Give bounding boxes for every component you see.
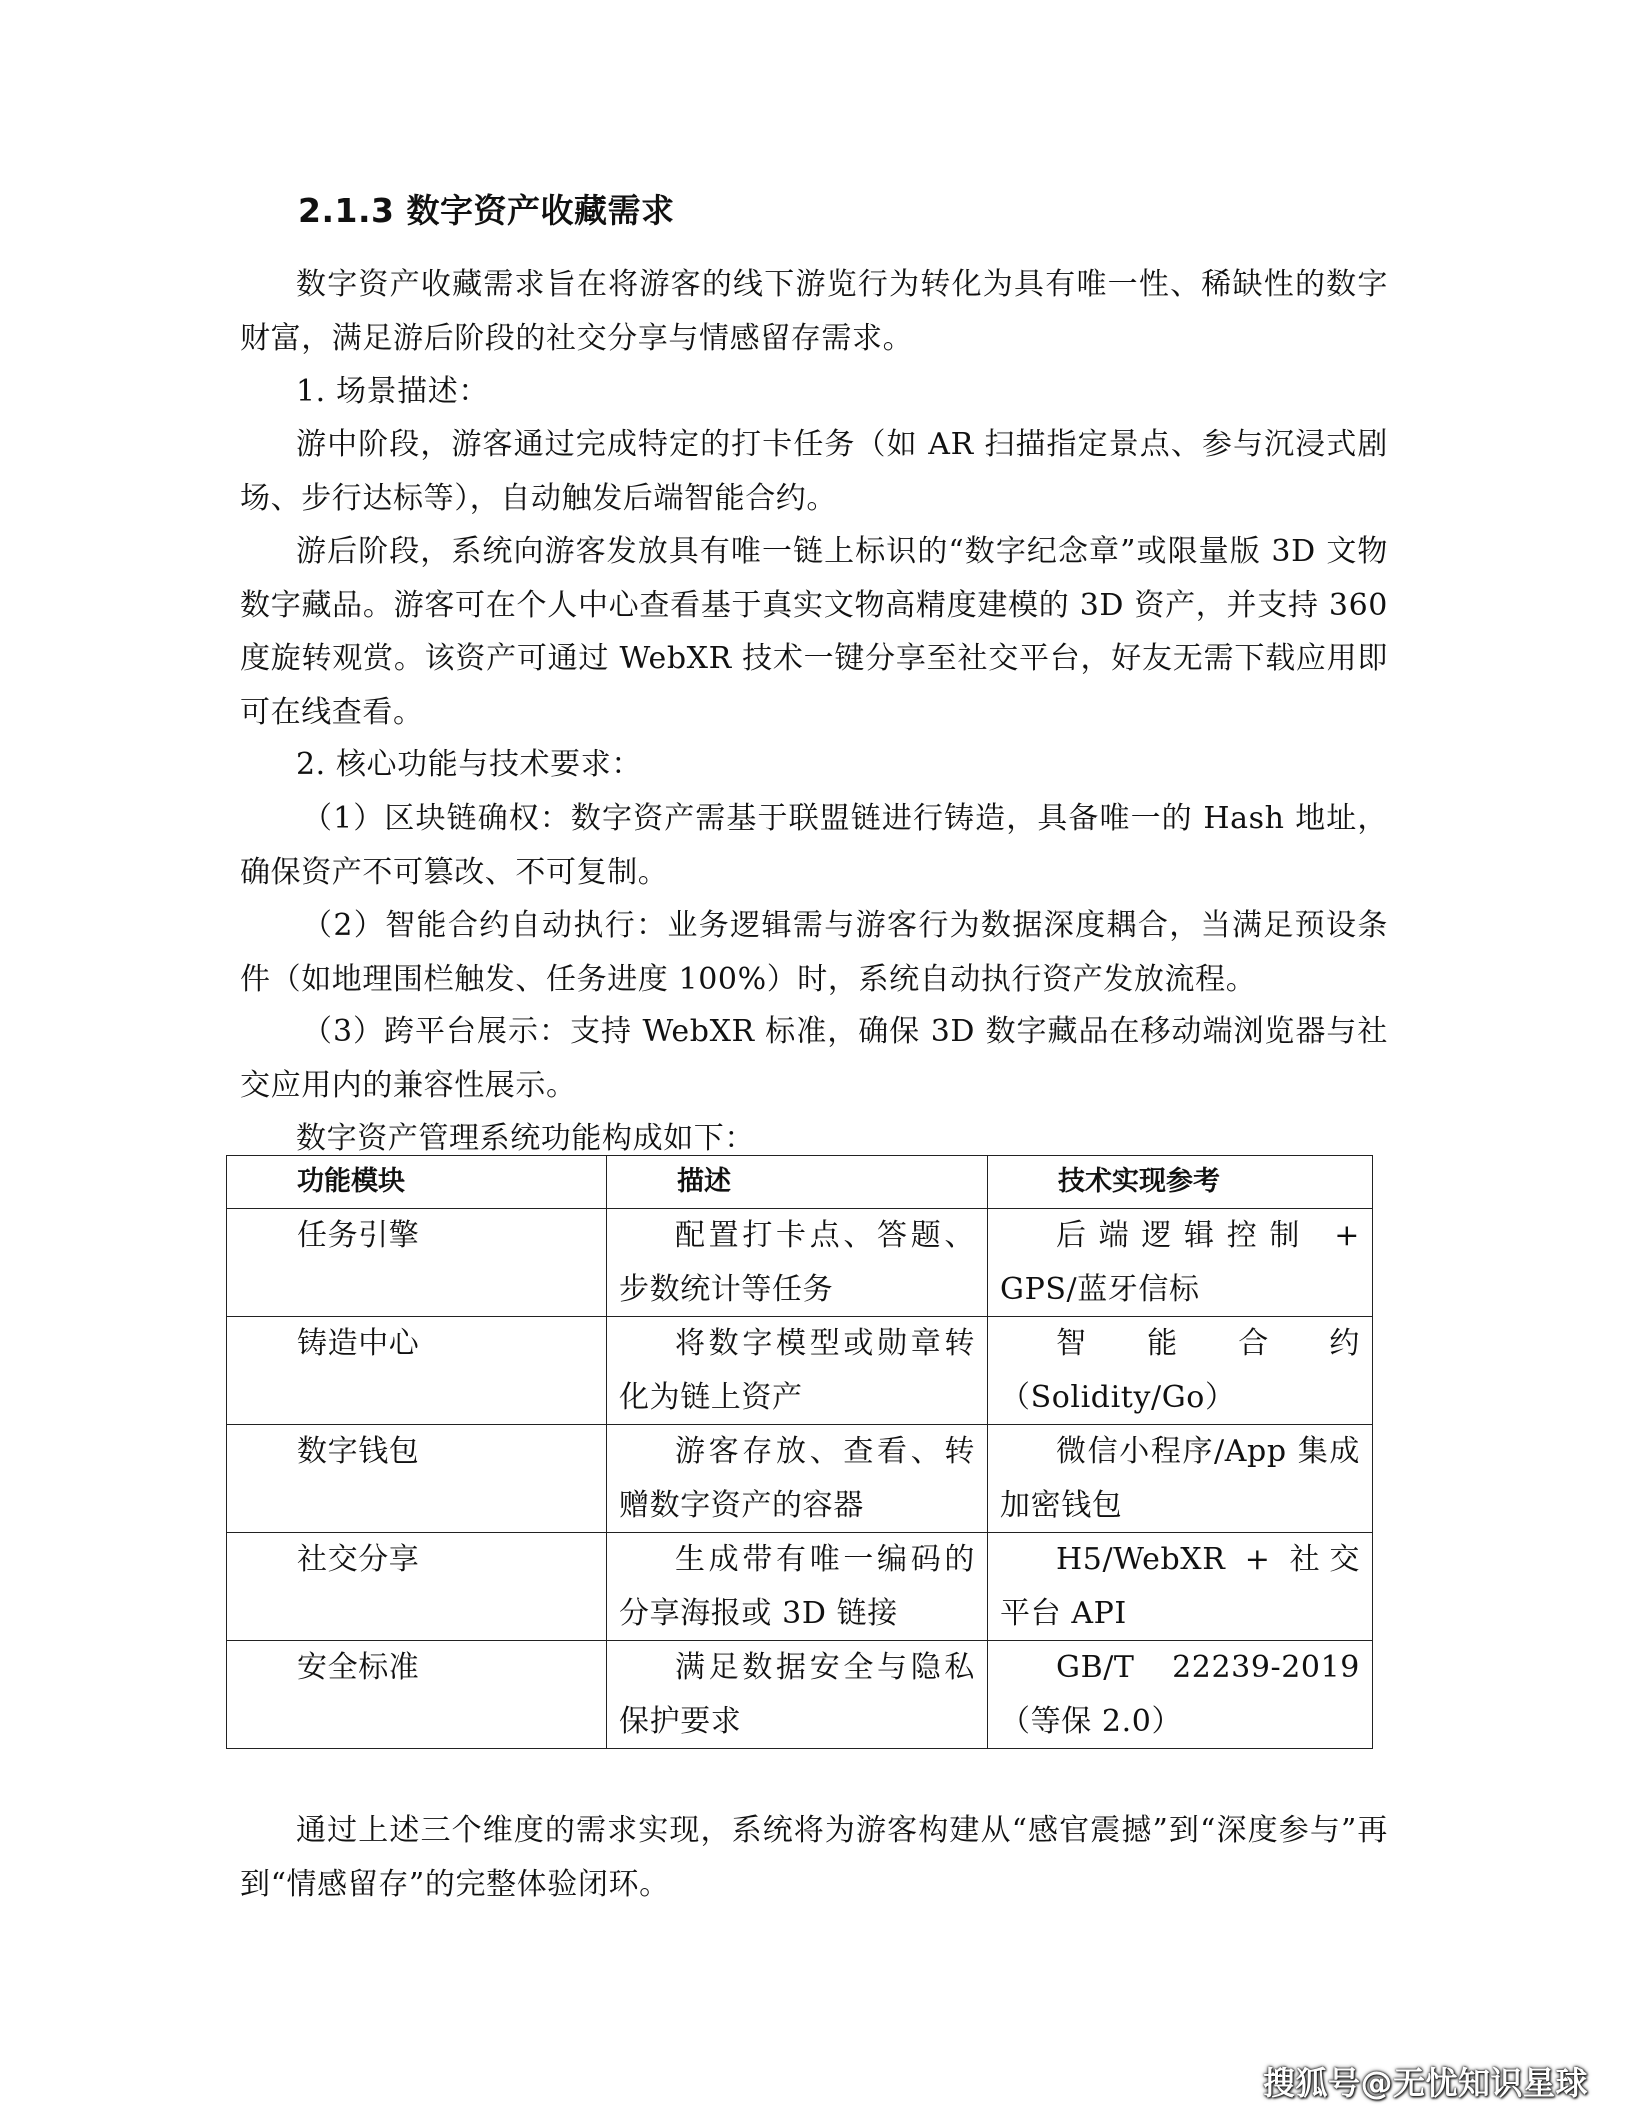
core-title: 2. 核心功能与技术要求： [296, 747, 642, 782]
watermark-text: 搜狐号@无忧知识星球 [1262, 2064, 1588, 2102]
cell-module: 社交分享 [227, 1533, 607, 1641]
cell-description: 将数字模型或勋章转化为链上资产 [607, 1317, 988, 1425]
cell-tech: GB/T 22239-2019（等保 2.0） [988, 1641, 1373, 1749]
table-row [227, 1425, 1373, 1533]
conclusion-paragraph: 通过上述三个维度的需求实现，系统将为游客构建从“感官震撼”到“深度参与”再到“情感留存”的完整体验闭环。 [240, 1813, 1388, 1902]
table-row [227, 1317, 1373, 1425]
intro-paragraph: 数字资产收藏需求旨在将游客的线下游览行为转化为具有唯一性、稀缺性的数字财富，满足游后阶段的社交分享与情感留存需求。 [240, 267, 1388, 356]
core-item-3: （3）跨平台展示：支持 WebXR 标准，确保 3D 数字藏品在移动端浏览器与社交应用内的兼容性展示。 [240, 1014, 1388, 1103]
header-module: 功能模块 [227, 1156, 607, 1209]
scene-title: 1. 场景描述： [296, 374, 489, 409]
table-row [227, 1209, 1373, 1317]
section-heading: 2.1.3 数字资产收藏需求 [298, 191, 675, 230]
table-header-row [227, 1156, 1373, 1209]
core-item-2: （2）智能合约自动执行：业务逻辑需与游客行为数据深度耦合，当满足预设条件（如地理围栏触发、任务进度 100%）时，系统自动执行资产发放流程。 [240, 908, 1388, 997]
cell-description: 游客存放、查看、转赠数字资产的容器 [607, 1425, 988, 1533]
scene-paragraph-2: 游后阶段，系统向游客发放具有唯一链上标识的“数字纪念章”或限量版 3D 文物数字藏品。游客可在个人中心查看基于真实文物高精度建模的 3D 资产，并支持 360 度旋转观赏。该资产可通过 WebXR 技术一键分享至社交平台，好友无需下载应用即可在线查看。 [240, 534, 1388, 730]
cell-module: 铸造中心 [227, 1317, 607, 1425]
cell-tech: 微信小程序/App 集成加密钱包 [988, 1425, 1373, 1533]
cell-module: 任务引擎 [227, 1209, 607, 1317]
table-intro: 数字资产管理系统功能构成如下： [296, 1121, 755, 1156]
scene-paragraph-1: 游中阶段，游客通过完成特定的打卡任务（如 AR 扫描指定景点、参与沉浸式剧场、步行达标等），自动触发后端智能合约。 [240, 427, 1388, 516]
cell-module: 安全标准 [227, 1641, 607, 1749]
table-row [227, 1533, 1373, 1641]
table-row [227, 1641, 1373, 1749]
header-description: 描述 [607, 1156, 988, 1209]
cell-description: 配置打卡点、答题、步数统计等任务 [607, 1209, 988, 1317]
cell-tech: 后端逻辑控制 + GPS/蓝牙信标 [988, 1209, 1373, 1317]
cell-tech: H5/WebXR + 社交平台 API [988, 1533, 1373, 1641]
header-tech: 技术实现参考 [988, 1156, 1373, 1209]
cell-description: 满足数据安全与隐私保护要求 [607, 1641, 988, 1749]
cell-module: 数字钱包 [227, 1425, 607, 1533]
cell-description: 生成带有唯一编码的分享海报或 3D 链接 [607, 1533, 988, 1641]
function-table [226, 1155, 1373, 1749]
cell-tech: 智能合约（Solidity/Go） [988, 1317, 1373, 1425]
core-item-1: （1）区块链确权：数字资产需基于联盟链进行铸造，具备唯一的 Hash 地址，确保资产不可篡改、不可复制。 [240, 801, 1388, 890]
